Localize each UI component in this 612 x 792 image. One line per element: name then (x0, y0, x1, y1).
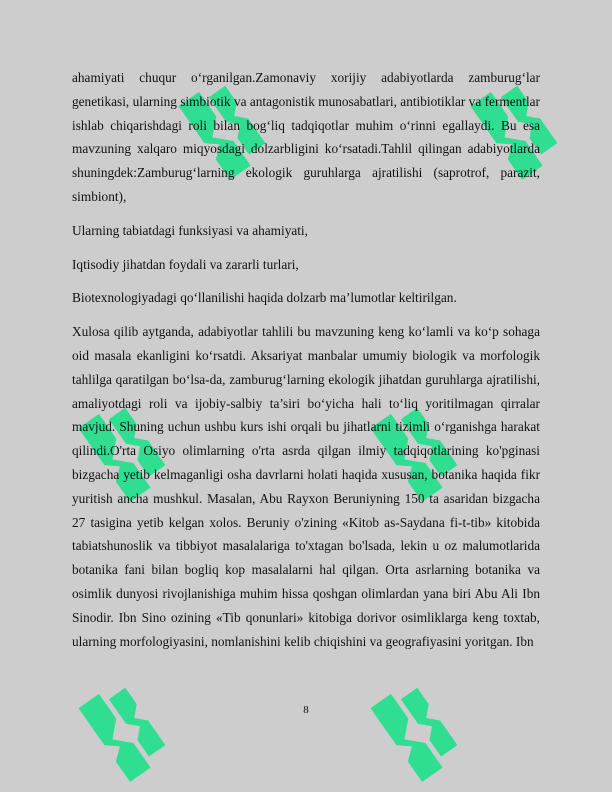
list-line: Biotexnologiyadagi qo‘llanilishi haqida dolzarb ma’lumotlar keltirilgan. (72, 290, 457, 306)
list-line: Ularning tabiatdagi funksiyasi va ahamiyati, (72, 222, 308, 238)
watermark-logo-icon (78, 650, 188, 792)
watermark-logo-icon (370, 650, 480, 792)
document-body (72, 66, 540, 653)
body-paragraph: ahamiyati chuqur o‘rganilgan.Zamonaviy xorijiy adabiyotlarda zamburug‘lar genetikasi, ularning simbiotik va antagonistik munosabatlari, antibiotiklar va fermentlar ishlab chiqarishdagi roli bilan bog‘liq tadqiqotlar muhim o‘rinni egallaydi. Bu esa mavzuning xalqaro miqyosdagi dolzarbligini ko‘rsatadi.Tahlil qilingan adabiyotlarda shuningdek:Zamburug‘larning ekologik guruhlarga ajratilishi (saprotrof, parazit, simbiont), (72, 70, 540, 204)
body-paragraph: Xulosa qilib aytganda, adabiyotlar tahlili bu mavzuning keng ko‘lamli va ko‘p sohaga oid masala ekanligini ko‘rsatdi. Aksariyat manbalar umumiy biologik va morfologik tahlilga qaratilgan bo‘lsa-da, zamburug‘larning ekologik jihatdan guruhlarga ajratilishi, amaliyotdagi roli va ijobiy-salbiy ta’siri bo‘yicha hali to‘liq yoritilmagan qirralar mavjud. Shuning uchun ushbu kurs ishi orqali bu jihatlarni tizimli o‘rganishga harakat qilindi.O'rta Osiyo olimlarning o'rta asrda qilgan ilmiy tadqiqotlarining ko'pginasi bizgacha yetib kelmaganligi osha davrlarni holati haqida xususan, botanika haqida fikr yuritish ancha mushkul. Masalan, Abu Rayxon Beruniyning 150 ta asaridan bizgacha 27 tasigina yetib kelgan xolos. Beruniy o'zining «Kitob as-Saydana fi-t-tib» kitobida tabiatshunoslik va tibbiyot masalalariga to'xtagan bo'lsada, lekin u oz malumotlarida botanika fani bilan bogliq kop masalalarni hal qilgan. Orta asrlarning botanika va osimlik dunyosi rivojlanishiga muhim hissa qoshgan olimlardan yana biri Abu Ali Ibn Sinodir. Ibn Sino ozining «Tib qonunlari» kitobiga dorivor osimliklarga keng toxtab, ularning morfologiyasini, nomlanishini kelib chiqishini va geografiyasini yoritgan. Ibn (72, 324, 540, 649)
page-number: 8 (303, 704, 309, 716)
list-line: Iqtisodiy jihatdan foydali va zararli turlari, (72, 256, 299, 272)
